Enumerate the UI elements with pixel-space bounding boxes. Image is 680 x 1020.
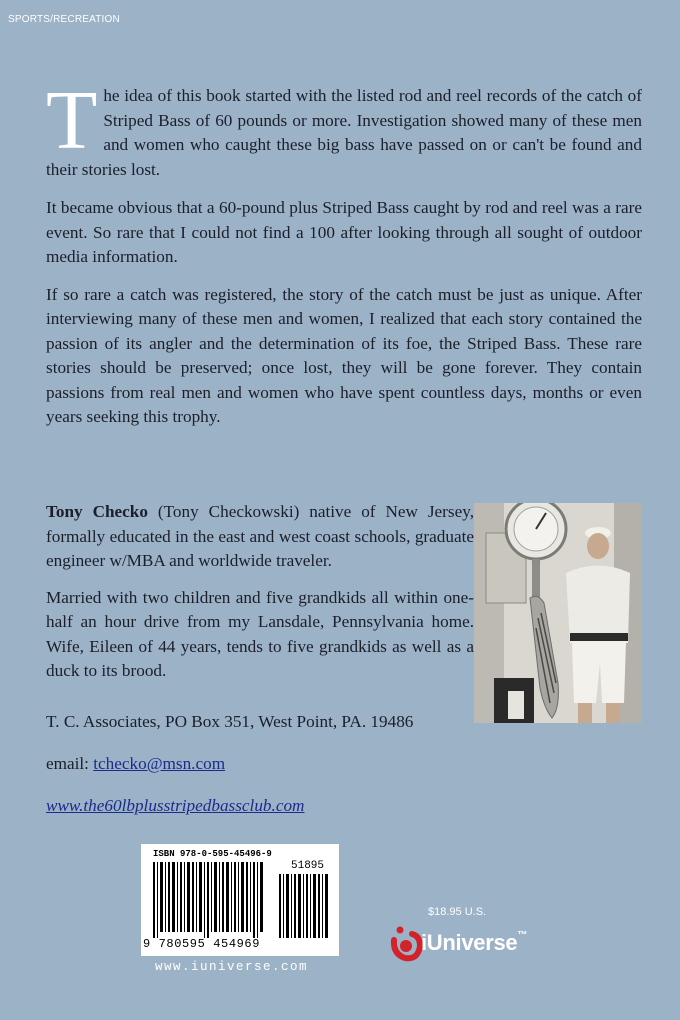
iuniverse-swirl-icon [390,924,424,964]
isbn-barcode [141,844,339,956]
price-code: 51895 [291,860,325,872]
publisher-website: www.iuniverse.com [155,960,309,974]
author-bio [46,500,474,696]
isbn-label: ISBN 978-0-595-45496-9 [153,849,272,859]
website-line [46,796,304,816]
publisher-name [421,930,527,956]
price-label: $18.95 U.S. [428,906,487,918]
category-label: SPORTS/RECREATION [8,14,120,25]
author-name: Tony Checko [46,502,148,521]
publisher-name-text: iUniverse [421,930,518,955]
description-paragraph-3: If so rare a catch was registered, the story of the catch must be just as unique. After interviewing many of these men and women, I realized that each story contained the passion of its angler and the determination of its foe, the Striped Bass. These rare stories should be preserved; once lost, they will be gone forever. They contain passions from real men and women who have spent countless days, months or even years seeking this trophy. [46,284,642,426]
email-line [46,753,225,775]
author-photo-with-striped-bass-icon [474,503,642,723]
bio-paragraph-1 [46,500,474,574]
email-link[interactable]: tchecko@msn.com [93,754,226,773]
barcode-digits: 9 780595 454969 [143,937,261,951]
bio-paragraph-1-text: (Tony Checkowski) native of New Jersey, formally educated in the east and west coast schools, graduate engineer w/MBA and worldwide traveler. [46,502,474,570]
bio-paragraph-2: Married with two children and five grandkids all within one-half an hour drive from my Lansdale, Pennsylvania home. Wife, Eileen of 44 years, tends to five grandkids as well as a duck to its brood. [46,587,474,680]
book-description [46,74,642,443]
drop-cap: T [46,74,98,167]
description-paragraph-2: It became obvious that a 60-pound plus Striped Bass caught by rod and reel was a rare event. So rare that I could not find a 100 after looking through all sought of outdoor media information. [46,198,642,266]
author-photo [474,503,642,723]
website-link[interactable]: www.the60lbplusstripedbassclub.com [46,796,305,815]
email-label: email: [46,754,94,773]
description-paragraph-1-text: he idea of this book started with the listed rod and reel records of the catch of Striped Bass of 60 pounds or more. Investigation showed many of these men and women who caught these big bass have passed on or can't be found and their stories lost. [46,86,642,179]
trademark-symbol: ™ [517,930,528,941]
address: T. C. Associates, PO Box 351, West Point, PA. 19486 [46,712,414,731]
iuniverse-logo [390,924,550,964]
description-paragraph-1 [46,74,642,182]
